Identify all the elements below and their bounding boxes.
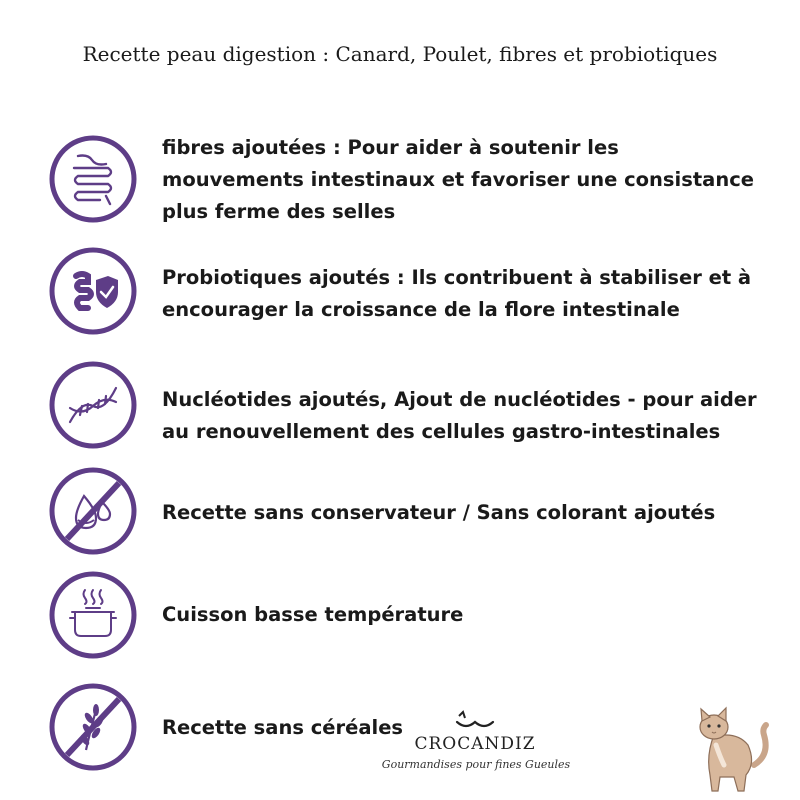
brand-name: CROCANDIZ xyxy=(414,734,536,754)
feature-text: Recette sans céréales xyxy=(162,716,404,739)
brand-logo xyxy=(381,708,571,788)
feature-text: Probiotiques ajoutés : Ils contribuent à stabiliser et à encourager la croissance de la flore intestinale xyxy=(162,266,752,321)
feature-text: Nucléotides ajoutés, Ajout de nucléotides - pour aider au renouvellement des cellules gastro-intestinales xyxy=(162,388,757,443)
cooking-pot-icon xyxy=(48,570,138,660)
cat-face-logo-icon xyxy=(453,710,497,732)
probiotic-shield-icon xyxy=(48,246,138,336)
page-title: Recette peau digestion : Canard, Poulet, fibres et probiotiques xyxy=(82,42,718,66)
intestine-icon xyxy=(48,134,138,224)
brand-tagline: Gourmandises pour fines Gueules xyxy=(381,758,571,771)
dna-icon xyxy=(48,360,138,450)
feature-text: fibres ajoutées : Pour aider à soutenir les mouvements intestinaux et favoriser une consistance plus ferme des selles xyxy=(162,136,754,223)
cat-illustration xyxy=(684,705,776,795)
feature-text: Recette sans conservateur / Sans colorant ajoutés xyxy=(162,501,716,524)
feature-text: Cuisson basse température xyxy=(162,603,464,626)
no-grain-icon xyxy=(48,682,138,772)
no-additive-drop-icon xyxy=(48,466,138,556)
